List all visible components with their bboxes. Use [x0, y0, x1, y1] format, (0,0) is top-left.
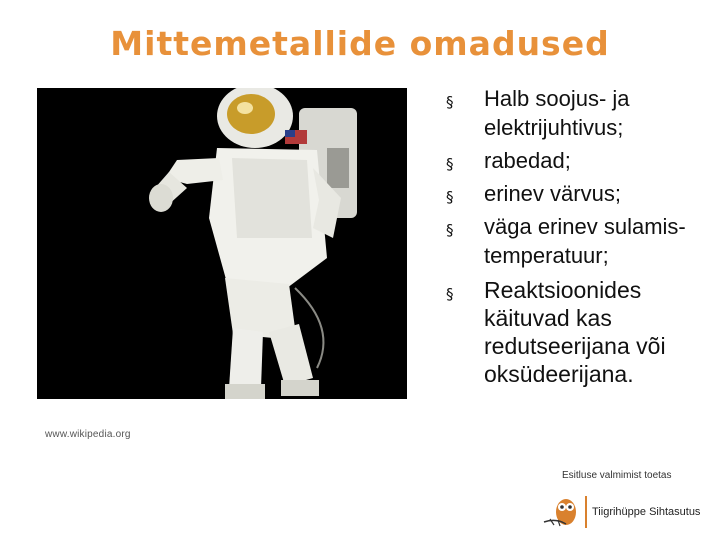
list-item [446, 276, 716, 388]
slide-title: Mittemetallide omadused [110, 24, 610, 63]
owl-logo-icon [542, 492, 582, 530]
sponsor-name: Tiigrihüppe Sihtasutus [592, 506, 701, 518]
property-list [446, 84, 716, 388]
list-item-text: rabedad; [484, 148, 571, 173]
list-item-text: väga erinev sulamis-temperatuur; [484, 214, 686, 268]
sponsor-caption: Esitluse valmimist toetas [562, 470, 672, 481]
list-item [446, 179, 716, 208]
list-item-text: Halb soojus- ja elektrijuhtivus; [484, 86, 630, 140]
astronaut-photo [37, 88, 407, 399]
bullet-marker-icon: § [446, 221, 454, 239]
sponsor-divider [585, 496, 587, 528]
bullet-marker-icon: § [446, 93, 454, 111]
list-item [446, 146, 716, 175]
bullet-marker-icon: § [446, 188, 454, 206]
list-item-text: erinev värvus; [484, 181, 621, 206]
list-item-text: Reaktsioonides käituvad kas redutseerijana või oksüdeerijana. [484, 277, 666, 387]
list-item [446, 212, 716, 270]
sponsor-footer [540, 470, 716, 532]
bullet-marker-icon: § [446, 285, 454, 303]
image-credit: www.wikipedia.org [45, 429, 131, 440]
list-item [446, 84, 716, 142]
bullet-marker-icon: § [446, 155, 454, 173]
astronaut-illustration [37, 88, 407, 399]
